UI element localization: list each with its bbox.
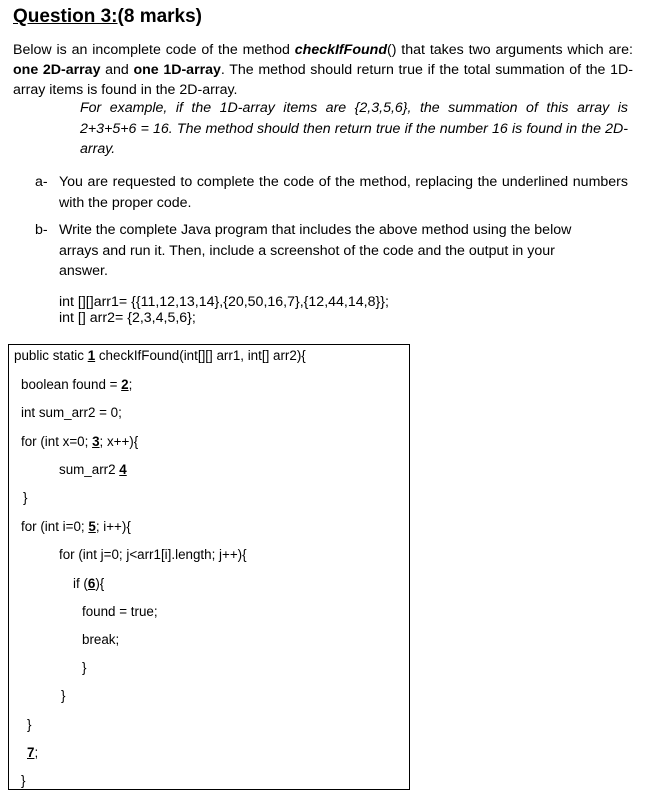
array-line-2: int [] arr2= {2,3,4,5,6};: [59, 310, 196, 326]
code-line-return: 7;: [27, 745, 39, 760]
intro-text-1: Below is an incomplete code of the method: [13, 42, 295, 58]
blank-6: 6: [87, 576, 96, 591]
code-line-for-j: for (int j=0; j<arr1[i].length; j++){: [59, 547, 247, 562]
question-marks: (8 marks): [117, 6, 203, 27]
code-line-for-i: for (int i=0; 5; i++){: [21, 519, 131, 534]
intro-text-2: () that takes two arguments which are:: [387, 42, 633, 58]
code-line-found-true: found = true;: [82, 604, 158, 619]
intro-paragraph: [13, 40, 633, 100]
task-a-marker: a-: [35, 174, 48, 190]
blank-3: 3: [92, 434, 100, 449]
code-line-close-for-i: }: [27, 717, 32, 732]
code-line-close-if: }: [82, 660, 87, 675]
code-line-close-for-x: }: [23, 490, 28, 505]
task-b: [35, 220, 628, 282]
code-line-close-method: }: [21, 773, 26, 788]
example-paragraph: For example, if the 1D-array items are {2,3,5,6}, the summation of this array is 2+3+5+6 = 16. The method should then return true if the number 16 is found in the 2D-array.: [80, 100, 628, 157]
task-a-text: You are requested to complete the code of the method, replacing the underlined numbers with the proper code.: [59, 174, 628, 211]
code-line-sum-add: sum_arr2 4: [59, 462, 127, 477]
array-line-1: int [][]arr1= {{11,12,13,14},{20,50,16,7},{12,44,14,8}};: [59, 294, 389, 310]
code-line-sum: int sum_arr2 = 0;: [21, 405, 122, 420]
task-b-text: Write the complete Java program that includes the above method using the below arrays and run it. Then, include a screenshot of the code and the output in your answer.: [59, 222, 572, 279]
blank-1: 1: [87, 348, 96, 363]
intro-text-4: . The method should return true if the total summation of the 1D-array items is found in the 2D-array.: [13, 62, 633, 98]
code-line-if: if (6){: [73, 576, 105, 591]
arg-2d-array: one 2D-array: [13, 62, 101, 78]
blank-4: 4: [119, 462, 127, 477]
code-box: [8, 344, 410, 790]
blank-5: 5: [88, 519, 96, 534]
blank-2: 2: [121, 377, 129, 392]
intro-text-3: and: [100, 62, 134, 78]
code-line-for-x: for (int x=0; 3; x++){: [21, 434, 139, 449]
code-line-close-for-j: }: [61, 688, 66, 703]
arg-1d-array: one 1D-array: [133, 62, 221, 78]
code-line-signature: public static 1 checkIfFound(int[][] arr1, int[] arr2){: [14, 348, 306, 363]
method-name: checkIfFound: [294, 42, 387, 58]
code-line-found: boolean found = 2;: [21, 377, 133, 392]
task-a: [35, 172, 628, 214]
task-b-marker: b-: [35, 222, 48, 238]
question-title-label: Question 3:: [13, 6, 118, 27]
question-title: [13, 6, 202, 28]
code-line-break: break;: [82, 632, 120, 647]
blank-7: 7: [27, 745, 35, 760]
